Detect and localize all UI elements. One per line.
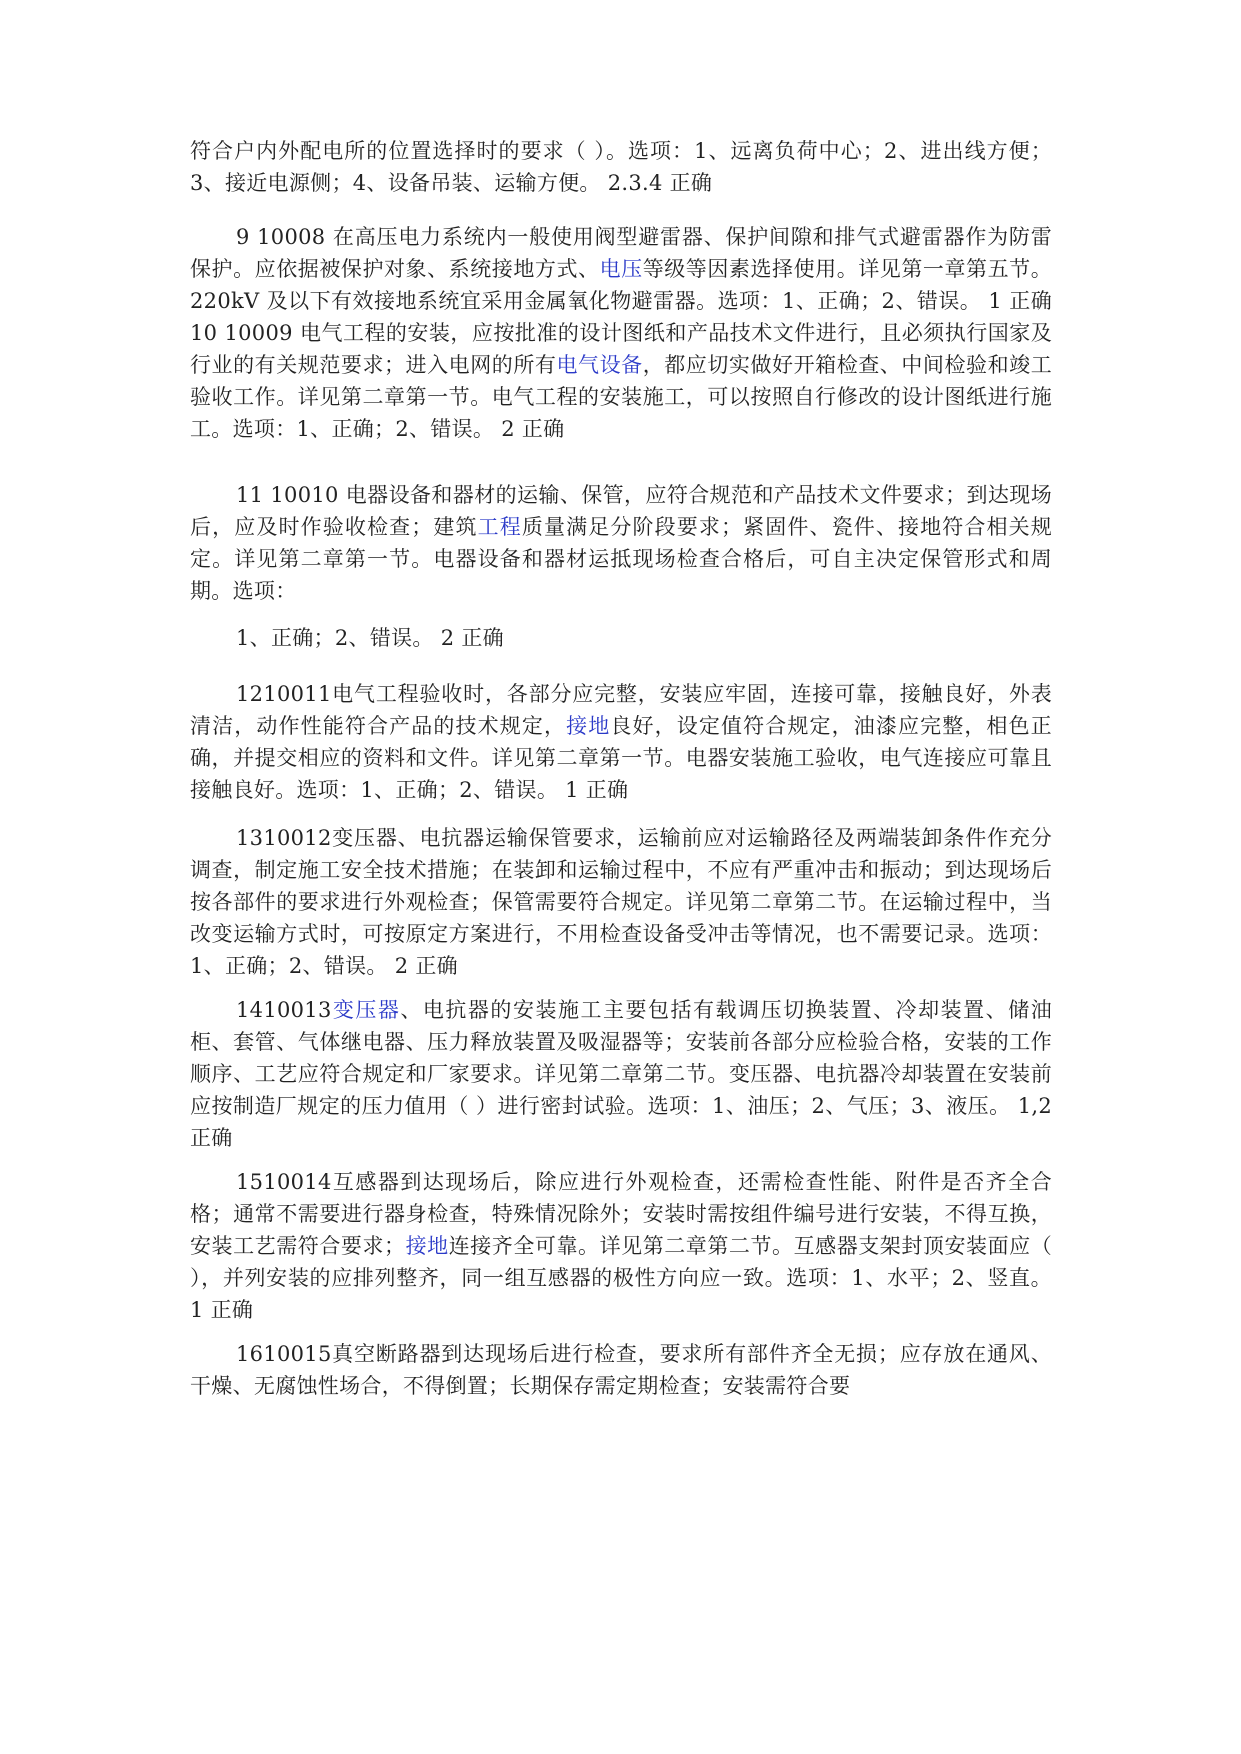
link-voltage[interactable]: 电压 <box>599 257 643 281</box>
text-segment: 9 10008 在高压电力系统内一般使用阀型避雷器、保护间隙和排气式避雷器作为防雷保护。应依据被保护对象、系统接地方式、 <box>190 225 1052 281</box>
text-segment: 11 10010 电器设备和器材的运输、保管，应符合规范和产品技术文件要求；到达现场后，应及时作验收检查；建筑 <box>190 483 1052 539</box>
paragraph-3 <box>190 479 1052 607</box>
text-segment: 、电抗器的安装施工主要包括有载调压切换装置、冷却装置、储油柜、套管、气体继电器、压力释放装置及吸湿器等；安装前各部分应检验合格，安装的工作顺序、工艺应符合规定和厂家要求。详见第二章第二节。变压器、电抗器冷却装置在安装前应按制造厂规定的压力值用（ ）进行密封试验。选项：1、油压；2、气压；3、液压。 1,2 正确 <box>190 998 1052 1150</box>
link-grounding[interactable]: 接地 <box>566 714 611 738</box>
paragraph-8 <box>190 1166 1052 1326</box>
text-segment: 1210011电气工程验收时，各部分应完整，安装应牢固，连接可靠，接触良好，外表清洁，动作性能符合产品的技术规定， <box>190 682 1052 738</box>
text-segment: 良好，设定值符合规定，油漆应完整，相色正确，并提交相应的资料和文件。详见第二章第一节。电器安装施工验收，电气连接应可靠且接触良好。选项：1、正确；2、错误。 1 正确 <box>190 714 1052 802</box>
text-segment: 1610015真空断路器到达现场后进行检查，要求所有部件齐全无损；应存放在通风、干燥、无腐蚀性场合，不得倒置；长期保存需定期检查；安装需符合要 <box>190 1342 1052 1398</box>
text-segment: ，都应切实做好开箱检查、中间检验和竣工验收工作。详见第二章第一节。电气工程的安装施工，可以按照自行修改的设计图纸进行施工。选项：1、正确；2、错误。 2 正确 <box>190 353 1052 441</box>
text-segment: 1510014互感器到达现场后，除应进行外观检查，还需检查性能、附件是否齐全合格；通常不需要进行器身检查，特殊情况除外；安装时需按组件编号进行安装，不得互换，安装工艺需符合要求； <box>190 1170 1052 1258</box>
text-segment: 1310012变压器、电抗器运输保管要求，运输前应对运输路径及两端装卸条件作充分调查，制定施工安全技术措施；在装卸和运输过程中，不应有严重冲击和振动；到达现场后按各部件的要求进行外观检查；保管需要符合规定。详见第二章第二节。在运输过程中，当改变运输方式时，可按原定方案进行，不用检查设备受冲击等情况，也不需要记录。选项：1、正确；2、错误。 2 正确 <box>190 826 1052 978</box>
paragraph-4 <box>190 622 1052 654</box>
link-transformer[interactable]: 变压器 <box>331 998 401 1022</box>
paragraph-5 <box>190 678 1052 806</box>
text-segment: 等级等因素选择使用。详见第一章第五节。220kV 及以下有效接地系统宜采用金属氧化物避雷器。选项：1、正确；2、错误。 1 正确 10 10009 电气工程的安装，应按批准的设计图纸和产品技术文件进行，且必须执行国家及行业的有关规范要求；进入电网的所有 <box>190 257 1052 377</box>
paragraph-7 <box>190 994 1052 1154</box>
text-segment: 符合户内外配电所的位置选择时的要求（ ）。选项：1、远离负荷中心；2、进出线方便；3、接近电源侧；4、设备吊装、运输方便。 2.3.4 正确 <box>190 139 1052 195</box>
paragraph-1 <box>190 135 1052 199</box>
paragraph-9 <box>190 1338 1052 1402</box>
link-electrical-equipment[interactable]: 电气设备 <box>556 353 643 377</box>
link-grounding[interactable]: 接地 <box>405 1234 449 1258</box>
text-segment: 1、正确；2、错误。 2 正确 <box>236 626 504 650</box>
link-engineering[interactable]: 工程 <box>477 515 522 539</box>
text-segment: 质量满足分阶段要求；紧固件、瓷件、接地符合相关规定。详见第二章第一节。电器设备和器材运抵现场检查合格后，可自主决定保管形式和周期。选项： <box>190 515 1052 603</box>
text-segment: 连接齐全可靠。详见第二章第二节。互感器支架封顶安装面应（ ），并列安装的应排列整齐，同一组互感器的极性方向应一致。选项：1、水平；2、竖直。 1 正确 <box>190 1234 1052 1322</box>
paragraph-2 <box>190 221 1052 445</box>
text-segment: 1410013 <box>236 998 332 1022</box>
paragraph-6 <box>190 822 1052 982</box>
